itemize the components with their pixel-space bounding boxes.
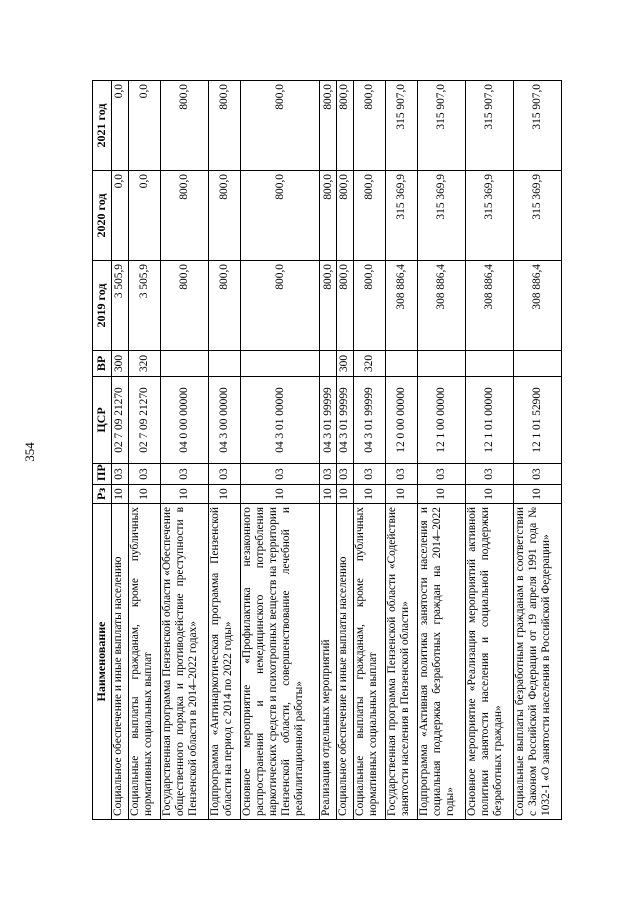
cell-vr <box>386 351 418 377</box>
cell-2019: 308 886,4 <box>418 261 466 351</box>
page-number: 354 <box>22 442 37 462</box>
header-2020: 2020 год <box>93 171 112 261</box>
cell-csr: 04 3 01 99999 <box>353 377 385 464</box>
budget-table <box>92 80 562 820</box>
cell-name: Государственная программа Пензенской области «Содействие занятости населения в Пензенской области» <box>386 504 418 820</box>
cell-name: Подпрограмма «Антинаркотическая программа Пензенской области на период с 2014 по 2022 годы» <box>208 504 240 820</box>
table-row <box>514 81 562 820</box>
cell-rz: 10 <box>336 485 353 504</box>
cell-2021: 800,0 <box>241 81 320 171</box>
cell-rz: 10 <box>418 485 466 504</box>
cell-vr <box>161 351 209 377</box>
header-vr: ВР <box>93 351 112 377</box>
cell-2021: 315 907,0 <box>418 81 466 171</box>
table-viewport <box>92 80 562 820</box>
cell-rz: 10 <box>112 485 129 504</box>
cell-2021: 800,0 <box>208 81 240 171</box>
cell-pr: 03 <box>386 464 418 485</box>
cell-pr: 03 <box>161 464 209 485</box>
table-row <box>241 81 320 820</box>
cell-2020: 315 369,9 <box>514 171 562 261</box>
cell-2019: 308 886,4 <box>466 261 514 351</box>
cell-csr: 02 7 09 21270 <box>128 377 160 464</box>
cell-csr: 04 0 00 00000 <box>161 377 209 464</box>
header-pr: ПР <box>93 464 112 485</box>
cell-name: Социальные выплаты гражданам, кроме публичных нормативных социальных выплат <box>128 504 160 820</box>
cell-name: Государственная программа Пензенской области «Обеспечение общественного порядка и противодействие преступности в Пензенской области в 2014–2022 годах» <box>161 504 209 820</box>
cell-vr <box>241 351 320 377</box>
cell-csr: 04 3 01 99999 <box>320 377 337 464</box>
header-rz: Рз <box>93 485 112 504</box>
cell-2020: 800,0 <box>336 171 353 261</box>
cell-vr: 300 <box>112 351 129 377</box>
cell-2020: 800,0 <box>353 171 385 261</box>
cell-2019: 800,0 <box>353 261 385 351</box>
table-row <box>161 81 209 820</box>
cell-2020: 315 369,9 <box>466 171 514 261</box>
cell-vr: 320 <box>128 351 160 377</box>
cell-csr: 12 1 00 00000 <box>418 377 466 464</box>
table-row <box>128 81 160 820</box>
table-row <box>386 81 418 820</box>
header-2019: 2019 год <box>93 261 112 351</box>
cell-2020: 315 369,9 <box>386 171 418 261</box>
cell-2019: 800,0 <box>208 261 240 351</box>
cell-2021: 0,0 <box>112 81 129 171</box>
rotated-table-container <box>92 80 562 820</box>
cell-2019: 800,0 <box>336 261 353 351</box>
header-name: Наименование <box>93 504 112 820</box>
cell-2020: 315 369,9 <box>418 171 466 261</box>
cell-vr <box>320 351 337 377</box>
cell-csr: 12 1 01 52900 <box>514 377 562 464</box>
cell-2019: 308 886,4 <box>514 261 562 351</box>
cell-vr <box>208 351 240 377</box>
cell-2019: 3 505,9 <box>112 261 129 351</box>
cell-2019: 800,0 <box>161 261 209 351</box>
cell-2021: 800,0 <box>161 81 209 171</box>
cell-pr: 03 <box>241 464 320 485</box>
cell-name: Реализация отдельных мероприятий <box>320 504 337 820</box>
cell-2021: 315 907,0 <box>386 81 418 171</box>
cell-pr: 03 <box>514 464 562 485</box>
cell-2020: 800,0 <box>161 171 209 261</box>
cell-pr: 03 <box>466 464 514 485</box>
cell-vr <box>514 351 562 377</box>
cell-pr: 03 <box>353 464 385 485</box>
header-csr: ЦСР <box>93 377 112 464</box>
cell-2020: 800,0 <box>241 171 320 261</box>
cell-name: Социальные выплаты гражданам, кроме публичных нормативных социальных выплат <box>353 504 385 820</box>
cell-rz: 10 <box>353 485 385 504</box>
cell-2021: 315 907,0 <box>514 81 562 171</box>
cell-2020: 800,0 <box>320 171 337 261</box>
table-row <box>418 81 466 820</box>
cell-pr: 03 <box>418 464 466 485</box>
table-row <box>466 81 514 820</box>
cell-name: Основное мероприятие «Профилактика незаконного распространения и немедицинского потребления наркотических средств и психотропных веществ на территории Пензенской области, совершенствование лечебной и реабилитационной работы» <box>241 504 320 820</box>
cell-2021: 800,0 <box>336 81 353 171</box>
table-row <box>336 81 353 820</box>
cell-2021: 800,0 <box>353 81 385 171</box>
cell-rz: 10 <box>466 485 514 504</box>
cell-rz: 10 <box>241 485 320 504</box>
cell-vr <box>418 351 466 377</box>
cell-pr: 03 <box>112 464 129 485</box>
table-row <box>208 81 240 820</box>
cell-2020: 800,0 <box>208 171 240 261</box>
cell-csr: 02 7 09 21270 <box>112 377 129 464</box>
cell-rz: 10 <box>320 485 337 504</box>
header-row <box>93 81 112 820</box>
cell-csr: 04 3 00 00000 <box>208 377 240 464</box>
cell-name: Подпрограмма «Активная политика занятости населения и социальная поддержка безработных граждан на 2014–2022 годы» <box>418 504 466 820</box>
cell-2019: 800,0 <box>320 261 337 351</box>
table-header <box>93 81 112 820</box>
cell-vr <box>466 351 514 377</box>
table-body <box>112 81 562 820</box>
cell-csr: 04 3 01 00000 <box>241 377 320 464</box>
cell-rz: 10 <box>128 485 160 504</box>
cell-rz: 10 <box>514 485 562 504</box>
cell-name: Социальные выплаты безработным гражданам в соответствии с Законом Российской Федерации от 19 апреля 1991 года № 1032-1 «О занятости населения в Российской Федерации» <box>514 504 562 820</box>
cell-2019: 3 505,9 <box>128 261 160 351</box>
cell-2019: 308 886,4 <box>386 261 418 351</box>
cell-2020: 0,0 <box>128 171 160 261</box>
table-row <box>320 81 337 820</box>
cell-vr: 300 <box>336 351 353 377</box>
cell-name: Основное мероприятие «Реализация мероприятий активной политики занятости населения и социальной поддержки безработных граждан» <box>466 504 514 820</box>
cell-rz: 10 <box>386 485 418 504</box>
cell-2021: 0,0 <box>128 81 160 171</box>
cell-2019: 800,0 <box>241 261 320 351</box>
page-number-area <box>0 0 60 905</box>
cell-rz: 10 <box>208 485 240 504</box>
header-2021: 2021 год <box>93 81 112 171</box>
table-row <box>112 81 129 820</box>
cell-2021: 315 907,0 <box>466 81 514 171</box>
cell-name: Социальное обеспечение и иные выплаты населению <box>336 504 353 820</box>
cell-name: Социальное обеспечение и иные выплаты населению <box>112 504 129 820</box>
cell-vr: 320 <box>353 351 385 377</box>
cell-pr: 03 <box>128 464 160 485</box>
cell-pr: 03 <box>320 464 337 485</box>
cell-csr: 12 1 01 00000 <box>466 377 514 464</box>
cell-2021: 800,0 <box>320 81 337 171</box>
table-row <box>353 81 385 820</box>
cell-2020: 0,0 <box>112 171 129 261</box>
cell-pr: 03 <box>208 464 240 485</box>
cell-rz: 10 <box>161 485 209 504</box>
cell-pr: 03 <box>336 464 353 485</box>
cell-csr: 04 3 01 99999 <box>336 377 353 464</box>
cell-csr: 12 0 00 00000 <box>386 377 418 464</box>
